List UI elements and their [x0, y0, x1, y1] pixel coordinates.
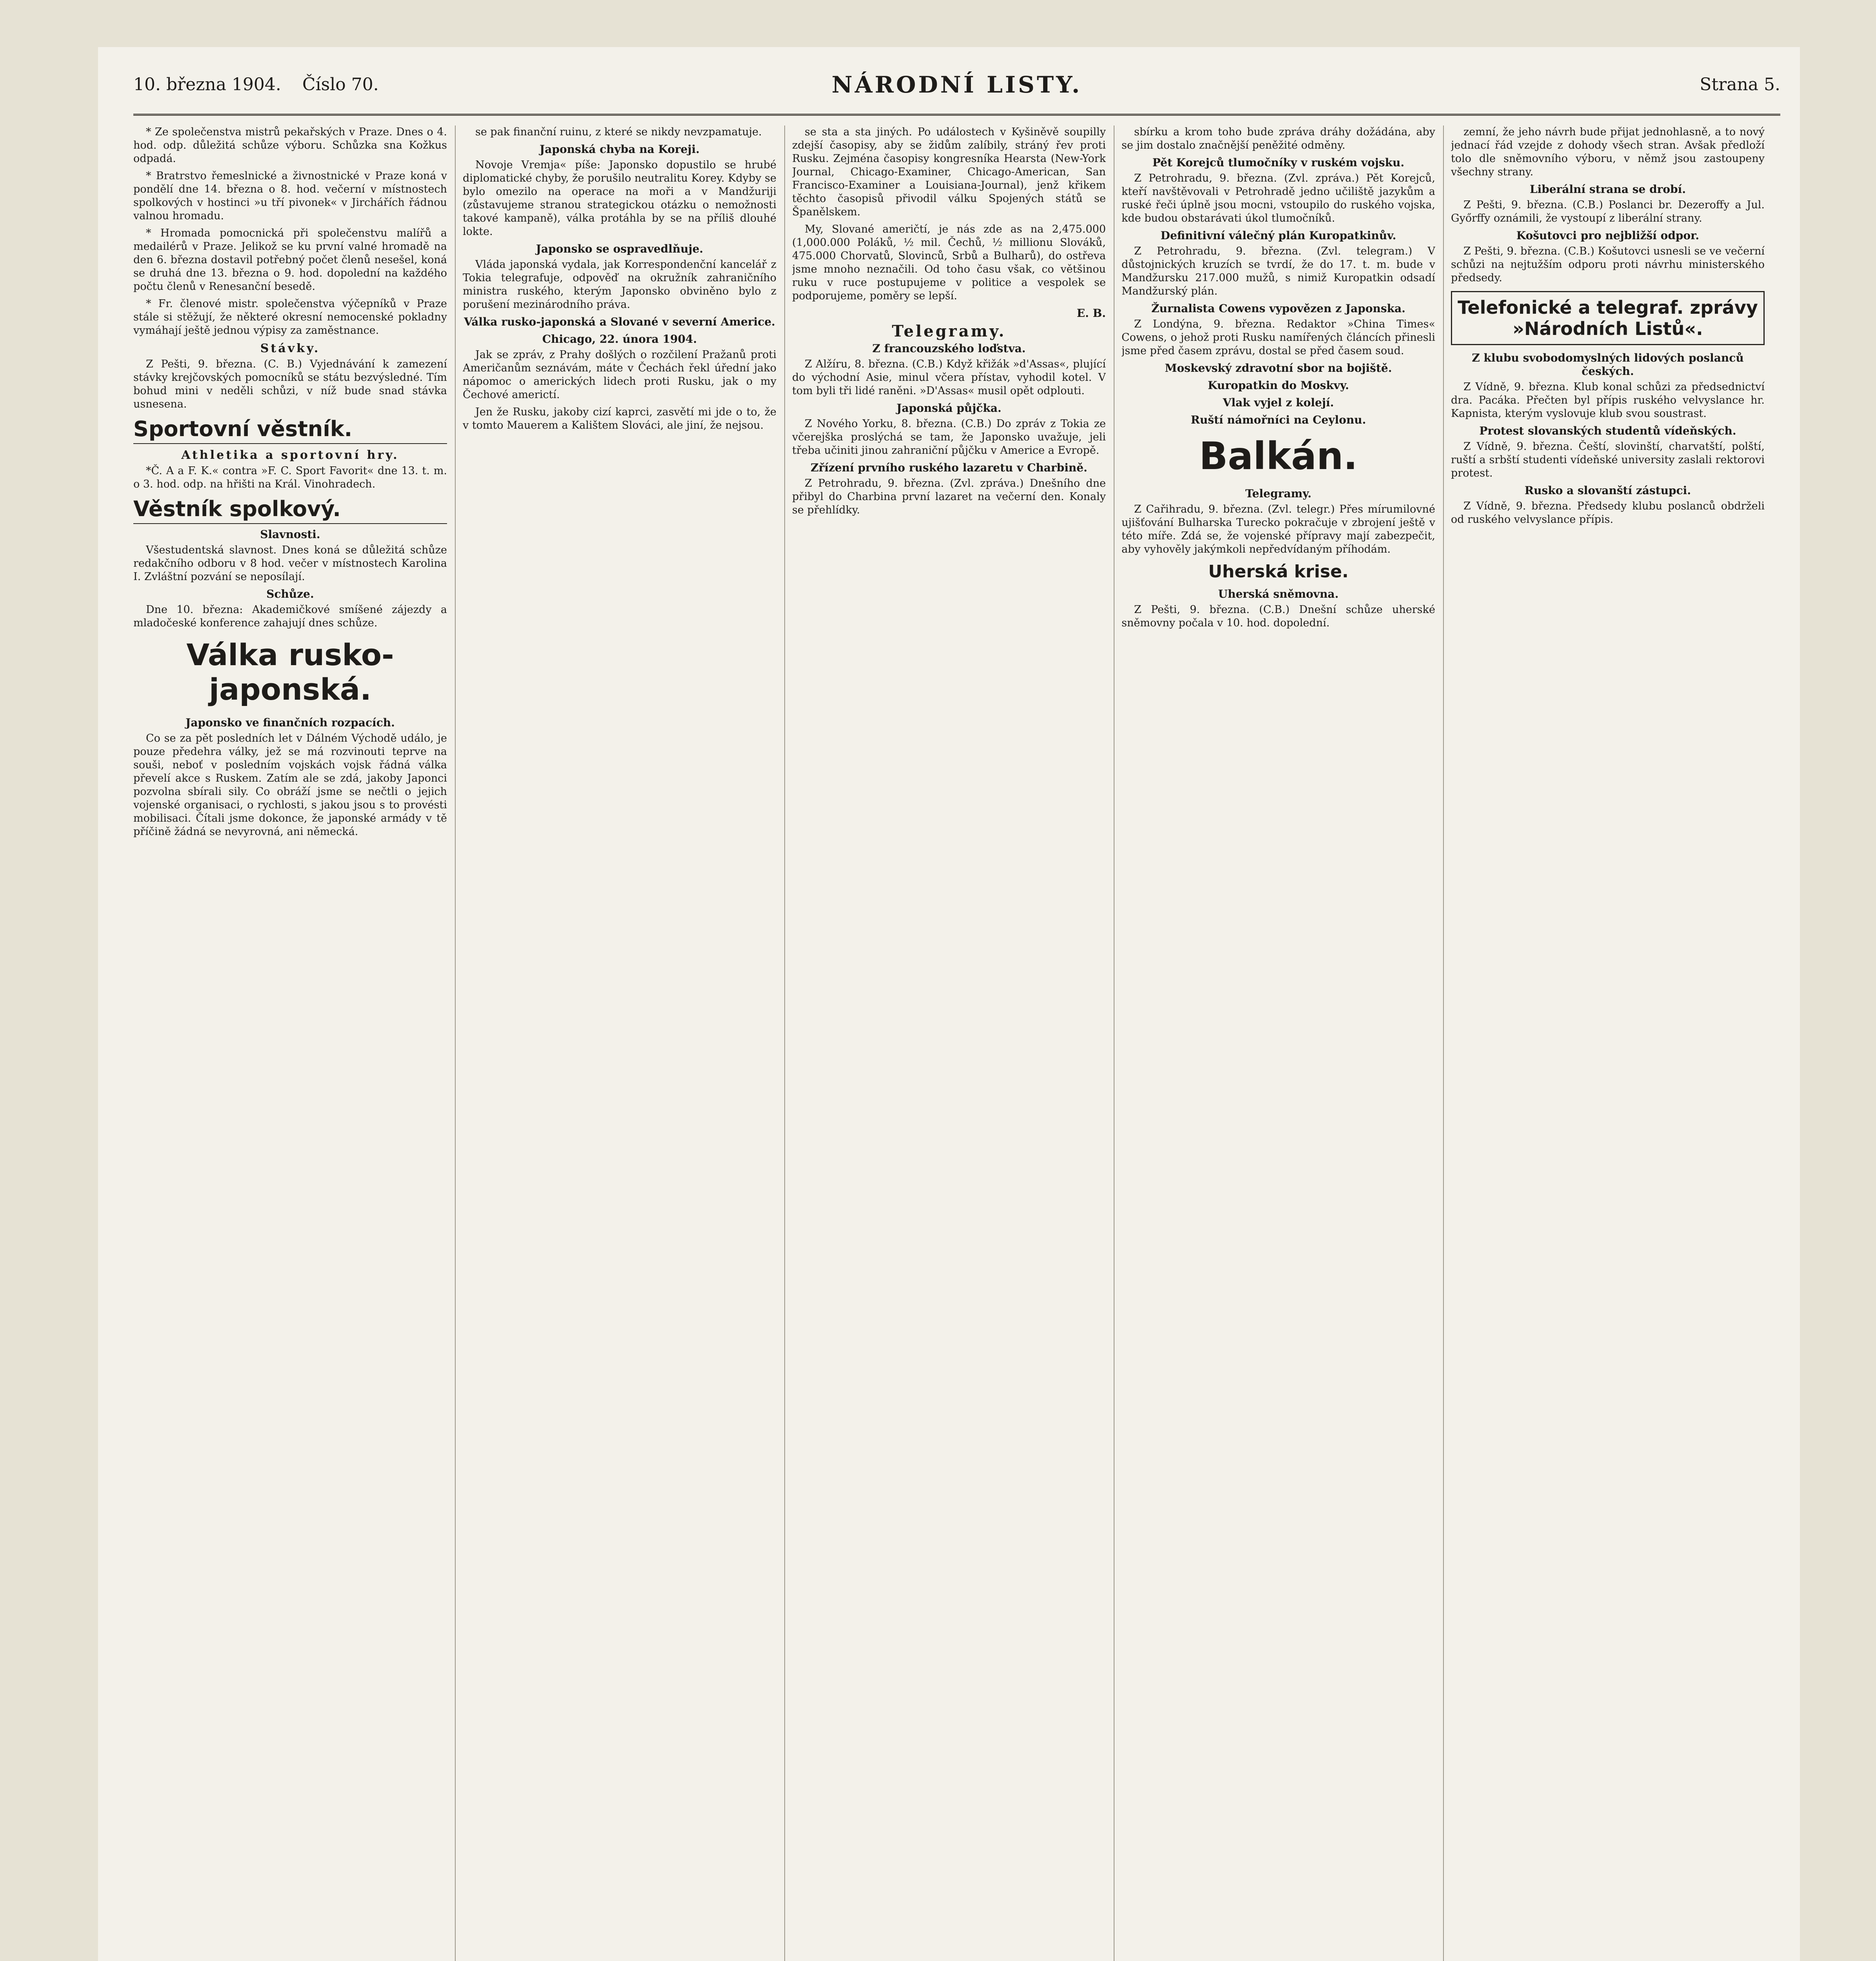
page-number: Strana 5. — [1700, 75, 1780, 95]
article-text: Z Vídně, 9. března. Klub konal schůzi za předsednictví dra. Pacáka. Přečten byl přípis ruského velvyslance hr. Kapnista, kterým vyslovuje klub svou soustrast. — [1451, 381, 1765, 420]
article-text: zemní, že jeho návrh bude přijat jednohlasně, a to nový jednací řád vzejde z dohody všech stran. Avšak předloží tolo dle sněmovního výboru, v němž jsou zastoupeny všechny strany. — [1451, 126, 1765, 178]
column-1 — [133, 126, 447, 1961]
article-text: Z Pešti, 9. března. (C.B.) Poslanci br. Dezeroffy a Jul. Győrffy oznámili, že vystoupí z liberální strany. — [1451, 199, 1765, 224]
article-heading: Protest slovanských studentů vídeňských. — [1479, 424, 1736, 437]
strike-text: Z Pešti, 9. března. (C. B.) Vyjednávání k zamezení stávky krejčovských pomocníků se státu bezvýsledné. Tím bohud mini v neděli schůzi, v níž bude snad stávka usnesena. — [133, 358, 447, 410]
notice: * Hromada pomocnická při společenstvu malířů a medailérů v Praze. Jelikož se ku první valné hromadě na den 6. března dostavil potřebný počet členů nesešel, koná se druhá dne 13. března o 9. hod. dopolední na každého počtu členů v Renesanční besedě. — [133, 227, 447, 293]
article-heading: Japonská půjčka. — [896, 402, 1002, 415]
article-heading: Japonská chyba na Koreji. — [540, 143, 700, 156]
article-text: Z Petrohradu, 9. března. (Zvl. zpráva.) Pět Korejců, kteří navštěvovali v Petrohradě jedno učiliště jazykům a ruské řeči úplně jsou mocni, vstoupilo do ruského vojska, kde budou obstarávati úkol tlumočníků. — [1122, 172, 1435, 224]
sport-text: *Č. A a F. K.« contra »F. C. Sport Favorit« dne 13. t. m. o 3. hod. odp. na hřišti na Král. Vinohradech. — [133, 465, 447, 490]
article-text: Z Vídně, 9. března. Předsedy klubu poslanců obdrželi od ruského velvyslance přípis. — [1451, 500, 1765, 526]
article-text: Jak se zpráv, z Prahy došlých o rozčilení Pražanů proti Američanům seznávám, máte v Čechách řekl úřední jako nápomoc o amerických lidech proti Rusku, jak o my Čechové americtí. — [463, 349, 776, 401]
article-heading: Ruští námořníci na Ceylonu. — [1191, 413, 1366, 426]
strike-heading: Stávky. — [260, 342, 320, 355]
society-heading: Věstník spolkový. — [133, 497, 447, 524]
newspaper-title: NÁRODNÍ LISTY. — [831, 71, 1082, 98]
war-subheading: Japonsko ve finančních rozpacích. — [185, 716, 395, 729]
article-heading: Válka rusko-japonská a Slované v severní Americe. — [464, 315, 775, 328]
dateline: Chicago, 22. února 1904. — [542, 333, 697, 346]
article-text: sbírku a krom toho bude zpráva dráhy dožádána, aby se jim dostalo značnější peněžité odměny. — [1122, 126, 1435, 151]
article-text: Z Nového Yorku, 8. března. (C.B.) Do zpráv z Tokia ze včerejška proslýchá se tam, že Japonsko uvažuje, jeli třeba učiniti jinou zahraniční půjčku v Americe a Evropě. — [792, 418, 1106, 457]
article-text: Jen že Rusku, jakoby cizí kaprci, zasvětí mi jde o to, že v tomto Mauerem a Kalištem Slováci, ale jiní, že nejsou. — [463, 406, 776, 431]
balkan-subheading: Telegramy. — [1245, 487, 1312, 500]
notice: * Fr. členové mistr. společenstva výčepníků v Praze stále si stěžují, že některé okresní nemocenské pokladny vymáhají ještě jednou výpisy za zaměstnance. — [133, 298, 447, 337]
telegrams-heading: Telegramy. — [892, 322, 1006, 340]
article-text: My, Slované američtí, je nás zde as na 2,475.000 (1,000.000 Poláků, ½ mil. Čechů, ½ millionu Slováků, 475.000 Chorvatů, Slovinců, Srbů a Bulharů), do ostřeva jsme mnoho neznačili. Od toho času však, co většinou ruku v ruce postupujeme v politice a vespolek se podporujeme, poměry se lepší. — [792, 223, 1106, 302]
article-heading: Rusko a slovanští zástupci. — [1524, 484, 1691, 497]
article-heading: Vlak vyjel z kolejí. — [1223, 396, 1334, 409]
column-divider — [784, 126, 785, 1961]
masthead — [133, 63, 1780, 116]
article-text: Z Petrohradu, 9. března. (Zvl. telegram.) V důstojnických kruzích se tvrdí, že do 17. t. m. bude v Mandžursku 217.000 mužů, s nimiž Kuropatkin odsadí Mandžurský plán. — [1122, 245, 1435, 297]
column-divider — [1443, 126, 1444, 1961]
article-text: Z Petrohradu, 9. března. (Zvl. zpráva.) Dnešního dne přibyl do Charbina první lazaret na večerní den. Konaly se přehlídky. — [792, 477, 1106, 516]
article-text: se pak finanční ruinu, z které se nikdy nevzpamatuje. — [475, 126, 762, 138]
sport-subheading: Athletika a sportovní hry. — [181, 448, 399, 462]
article-text: Novoje Vremja« píše: Japonsko dopustilo se hrubé diplomatické chyby, že porušilo neutralitu Korey. Kdyby se bylo omezilo na operace na moři a v Mandžuriji (zůstavujeme stranou strategickou otázku o nemožnosti takové kampaně), válka protáhla by se na příliš dlouhé lokte. — [463, 159, 776, 238]
column-divider — [455, 126, 456, 1961]
article-heading: Žurnalista Cowens vypovězen z Japonska. — [1151, 302, 1406, 315]
column-4 — [1122, 126, 1435, 1961]
article-heading: Zřízení prvního ruského lazaretu v Charbině. — [811, 461, 1087, 474]
article-heading: Pět Korejců tlumočníky v ruském vojsku. — [1152, 156, 1405, 169]
notice: * Bratrstvo řemeslnické a živnostnické v Praze koná v pondělí dne 14. března o 8. hod. večerní v místnostech spolkových v hostinci »u tří pivonek« v Jirchářích řádnou valnou hromadu. — [133, 170, 447, 222]
article-heading: Z francouzského loďstva. — [872, 342, 1026, 355]
war-heading: Válka rusko-japonská. — [186, 637, 394, 707]
article-text: Z Londýna, 9. března. Redaktor »China Times« Cowens, o jehož proti Rusku namířených článcích přinesli jsme před časem zprávu, dostal se před časem soud. — [1122, 318, 1435, 357]
issue-number: Číslo 70. — [302, 75, 379, 95]
article-heading: Japonsko se ospravedlňuje. — [536, 242, 704, 255]
society-text: Všestudentská slavnost. Dnes koná se důležitá schůze redakčního odboru v 8 hod. večer v místnostech Karolina I. Zvláštní pozvání se neposílají. — [133, 544, 447, 583]
society-subheading: Schůze. — [266, 588, 314, 600]
society-text: Dne 10. března: Akademičkové smíšené zájezdy a mladočeské konference zahajují dnes schůze. — [133, 604, 447, 629]
article-heading: Definitivní válečný plán Kuropatkinův. — [1160, 229, 1396, 242]
article-text: Vláda japonská vydala, jak Korrespondenční kancelář z Tokia telegrafuje, odpověď na okružník zahraničního ministra ruského, kterým Japonsko obviněno bylo z porušení mezinárodního práva. — [463, 258, 776, 311]
article-heading: Z klubu svobodomyslných lidových poslanců českých. — [1472, 351, 1744, 378]
signature: E. B. — [1076, 307, 1106, 320]
telegraph-news-box: Telefonické a telegraf. zprávy »Národních Listů«. — [1451, 291, 1765, 345]
article-text: Z Vídně, 9. března. Čeští, slovinští, charvatští, polští, ruští a srbští studenti vídeňské university zaslali rektorovi protest. — [1451, 440, 1765, 479]
hungary-subheading: Uherská sněmovna. — [1218, 588, 1339, 600]
article-heading: Kuropatkin do Moskvy. — [1207, 379, 1349, 392]
hungary-text: Z Pešti, 9. března. (C.B.) Dnešní schůze uherské sněmovny počala v 10. hod. dopolední. — [1122, 604, 1435, 629]
article-heading: Moskevský zdravotní sbor na bojiště. — [1165, 362, 1392, 375]
column-5 — [1451, 126, 1765, 1961]
war-text: Co se za pět posledních let v Dálném Východě událo, je pouze předehra války, jež se má rozvinouti teprve na souši, neboť v posledním vojskách vojsk řádná válka převelí akce s Ruskem. Zatím ale se zdá, jakoby Japonci pozvolna sbírali sily. Co obráží jsme se nečtli o jejich vojenské organisaci, o rychlosti, s jakou jsou s to provésti mobilisaci. Čítali jsme dokonce, že japonské armády v tě příčině žádná se nevyrovná, ani německá. — [133, 732, 447, 838]
sport-heading: Sportovní věstník. — [133, 417, 447, 444]
issue-date: 10. března 1904. — [133, 75, 281, 95]
article-text: se sta a sta jiných. Po událostech v Kyšiněvě soupilly zdejší časopisy, aby se židům zalíbily, stráný řev proti Rusku. Zejména časopisy kongresníka Hearsta (New-York Journal, Chicago-Examiner, Chicago-American, San Francisco-Examiner a Louisiana-Journal), jenž křikem těchto časopisů přivodil válku Spojených států se Španělskem. — [792, 126, 1106, 218]
column-2 — [463, 126, 776, 1961]
hungary-heading: Uherská krise. — [1208, 562, 1349, 582]
balkan-heading: Balkán. — [1199, 434, 1358, 478]
article-heading: Liberální strana se drobí. — [1529, 183, 1686, 196]
notice: * Ze společenstva mistrů pekařských v Praze. Dnes o 4. hod. odp. důležitá schůze výboru. Schůzka sna Kožkus odpadá. — [133, 126, 447, 165]
newspaper-page — [98, 47, 1800, 1961]
column-3 — [792, 126, 1106, 1961]
article-text: Z Pešti, 9. března. (C.B.) Košutovci usnesli se ve večerní schůzi na nejtužším odporu proti návrhu ministerského předsedy. — [1451, 245, 1765, 284]
masthead-left — [133, 75, 394, 95]
balkan-text: Z Cařihradu, 9. března. (Zvl. telegr.) Přes mírumilovné ujišťování Bulharska Turecko pokračuje v zbrojení ještě v této míře. Zdá se, že vojenské přípravy mají zabezpečit, aby vyhověly jakýmkoli nepředvídaným příhodám. — [1122, 503, 1435, 555]
society-subheading: Slavnosti. — [260, 528, 320, 541]
article-text: Z Alžíru, 8. března. (C.B.) Když křižák »d'Assas«, plující do východní Asie, minul včera přístav, vyhodil kotel. V tom byli tři lidé raněni. »D'Assas« musil opět odplouti. — [792, 358, 1106, 397]
article-heading: Košutovci pro nejbližší odpor. — [1516, 229, 1700, 242]
